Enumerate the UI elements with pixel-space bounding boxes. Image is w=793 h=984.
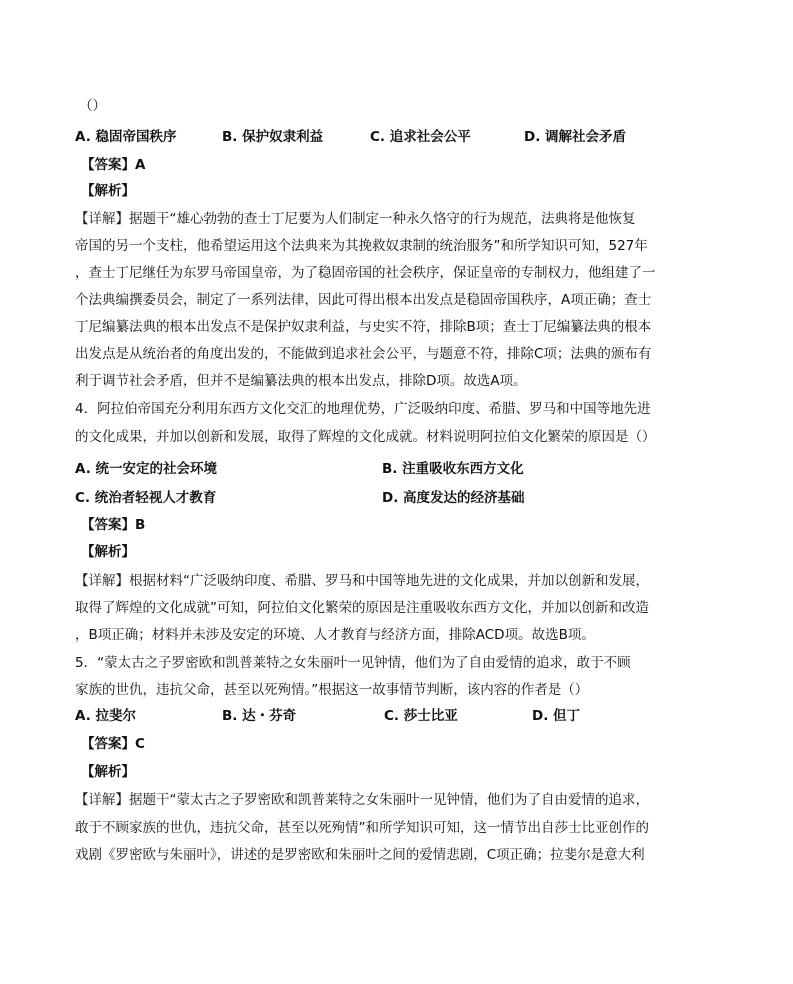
q3-detail-line-2: 帝国的另一个支柱，他希望运用这个法典来为其挽救奴隶制的统治服务”和所学知识可知，527年 [75,238,648,254]
q5-detail-line-2: 敢于不顾家族的世仇，违抗父命，甚至以死殉情”和所学知识可知，这一情节出自莎士比亚创作的 [75,820,649,836]
q5-detail-line-3: 戏剧《罗密欧与朱丽叶》，讲述的是罗密欧和朱丽叶之间的爱情悲剧，C项正确；拉斐尔是意大利 [75,847,645,863]
q3-detail-line-7: 利于调节社会矛盾，但并不是编纂法典的根本出发点，排除D项。故选A项。 [75,373,527,389]
q3-detail-line-6: 出发点是从统治者的角度出发的，不能做到追求社会公平，与题意不符，排除C项；法典的颁布有 [75,346,652,362]
q3-detail-line-1: 【详解】据题干“雄心勃勃的查士丁尼要为人们制定一种永久恪守的行为规范，法典将是他恢复 [75,211,636,227]
q5-detail-line-1: 【详解】据题干“蒙太古之子罗密欧和凯普莱特之女朱丽叶一见钟情，他们为了自由爱情的追求， [75,792,649,808]
q5-option-a: A. 拉斐尔 [75,708,137,724]
q3-option-a: A. 稳固帝国秩序 [75,129,177,145]
q4-answer: 【答案】B [81,517,146,533]
q4-option-d: D. 高度发达的经济基础 [382,490,525,506]
q3-analysis-label: 【解析】 [81,183,135,199]
q4-detail-line-1: 【详解】根据材料“广泛吸纳印度、希腊、罗马和中国等地先进的文化成果，并加以创新和发展， [75,573,649,589]
q3-option-b: B. 保护奴隶利益 [222,129,324,145]
q5-analysis-label: 【解析】 [81,764,135,780]
q4-stem-line-2: 的文化成果，并加以创新和发展，取得了辉煌的文化成就。材料说明阿拉伯文化繁荣的原因是（） [75,429,656,445]
q5-option-b: B. 达・芬奇 [222,708,297,724]
q3-option-c: C. 追求社会公平 [370,129,471,145]
q3-answer: 【答案】A [81,157,146,173]
q4-option-a: A. 统一安定的社会环境 [75,461,218,477]
q3-detail-line-4: 个法典编撰委员会，制定了一系列法律，因此可得出根本出发点是稳固帝国秩序，A项正确；查士 [75,292,652,308]
q3-stem-end: （） [79,98,106,114]
q3-detail-line-5: 丁尼编纂法典的根本出发点不是保护奴隶利益，与史实不符，排除B项；查士丁尼编纂法典的根本 [75,319,652,335]
q4-option-c: C. 统治者轻视人才教育 [75,490,217,506]
q4-option-b: B. 注重吸收东西方文化 [382,461,524,477]
q3-detail-line-3: ，查士丁尼继任为东罗马帝国皇帝，为了稳固帝国的社会秩序，保证皇帝的专制权力，他组建了一 [75,265,656,281]
q4-analysis-label: 【解析】 [81,544,135,560]
q4-detail-line-2: 取得了辉煌的文化成就”可知，阿拉伯文化繁荣的原因是注重吸收东西方文化，并加以创新和改造 [75,600,649,616]
q5-answer: 【答案】C [81,736,145,752]
q5-stem-line-1: 5．“蒙太古之子罗密欧和凯普莱特之女朱丽叶一见钟情，他们为了自由爱情的追求，敢于不顾 [75,655,631,671]
q5-option-c: C. 莎士比亚 [384,708,458,724]
q3-option-d: D. 调解社会矛盾 [524,129,627,145]
q4-stem-line-1: 4．阿拉伯帝国充分利用东西方文化交汇的地理优势，广泛吸纳印度、希腊、罗马和中国等地先进 [75,401,651,417]
q4-detail-line-3: ，B项正确；材料并未涉及安定的环境、人才教育与经济方面，排除ACD项。故选B项。 [75,627,595,643]
q5-stem-line-2: 家族的世仇，违抗父命，甚至以死殉情。”根据这一故事情节判断，该内容的作者是（） [75,682,589,698]
q5-option-d: D. 但丁 [532,708,581,724]
